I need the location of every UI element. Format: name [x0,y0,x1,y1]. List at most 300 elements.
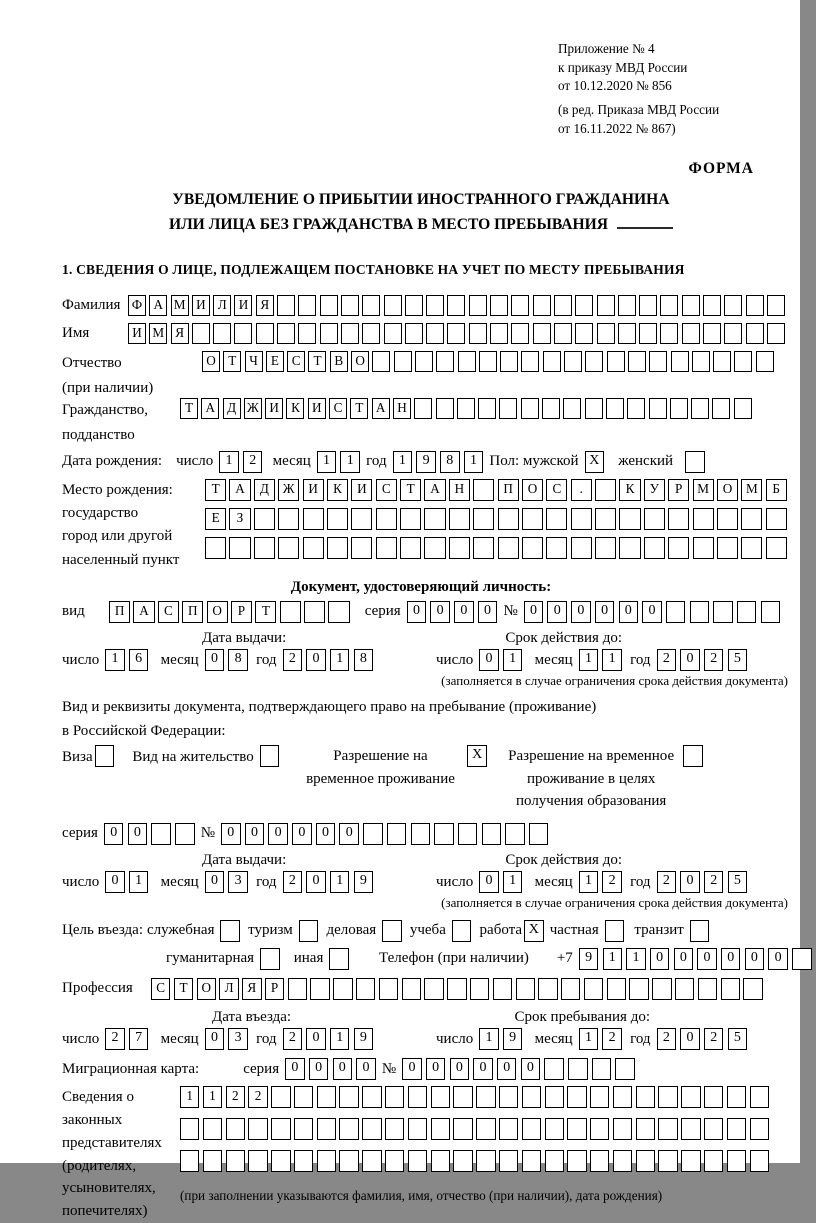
char-box[interactable]: Т [205,479,226,501]
char-box[interactable]: 0 [650,948,670,970]
char-box[interactable] [339,1150,358,1172]
char-box[interactable] [385,1150,404,1172]
char-box[interactable] [341,323,359,344]
char-box[interactable] [704,1150,723,1172]
char-box[interactable]: Я [171,323,189,344]
char-box[interactable]: 0 [430,601,450,623]
char-box[interactable] [713,601,733,623]
char-box[interactable]: 9 [503,1028,523,1050]
char-box[interactable] [449,508,470,530]
char-box[interactable] [542,398,560,419]
char-box[interactable] [585,398,603,419]
char-box[interactable]: Н [449,479,470,501]
char-box[interactable] [585,351,603,372]
char-box[interactable] [668,508,689,530]
char-box[interactable] [675,978,694,1000]
char-box[interactable] [384,323,402,344]
char-box[interactable] [681,1150,700,1172]
char-box[interactable] [351,537,372,559]
char-box[interactable] [351,508,372,530]
char-box[interactable] [385,1086,404,1108]
char-box[interactable] [254,537,275,559]
char-box[interactable] [767,323,785,344]
char-box[interactable] [595,479,616,501]
char-box[interactable]: П [109,601,130,623]
char-box[interactable]: Д [254,479,275,501]
char-box[interactable] [692,351,710,372]
char-box[interactable]: М [149,323,167,344]
char-box[interactable]: 1 [464,451,484,473]
char-box[interactable] [670,398,688,419]
char-box[interactable] [533,295,551,316]
char-box[interactable] [629,978,648,1000]
char-box[interactable] [424,508,445,530]
char-box[interactable] [256,323,274,344]
char-box[interactable] [469,323,487,344]
char-box[interactable] [606,398,624,419]
char-box[interactable] [734,351,752,372]
char-box[interactable]: 1 [330,871,350,893]
char-box[interactable] [546,537,567,559]
char-box[interactable] [362,323,380,344]
char-box[interactable] [693,508,714,530]
char-box[interactable] [554,323,572,344]
char-box[interactable] [192,323,210,344]
char-box[interactable]: 1 [180,1086,199,1108]
char-box[interactable] [750,1150,769,1172]
char-box[interactable]: А [229,479,250,501]
char-box[interactable] [356,978,375,1000]
char-box[interactable]: Р [265,978,284,1000]
char-box[interactable] [511,295,529,316]
char-box[interactable] [320,323,338,344]
char-box[interactable] [499,398,517,419]
female-checkbox[interactable] [685,451,705,473]
char-box[interactable] [271,1118,290,1140]
char-box[interactable]: Д [223,398,241,419]
char-box[interactable] [691,398,709,419]
male-checkbox[interactable]: X [585,451,605,473]
char-box[interactable]: 0 [205,871,225,893]
purpose-official-checkbox[interactable] [220,920,240,942]
char-box[interactable] [658,1086,677,1108]
char-box[interactable]: 5 [728,1028,748,1050]
char-box[interactable]: 1 [503,649,523,671]
char-box[interactable] [376,508,397,530]
char-box[interactable] [294,1150,313,1172]
char-box[interactable]: 0 [356,1058,376,1080]
char-box[interactable] [271,1086,290,1108]
char-box[interactable]: 2 [602,1028,622,1050]
char-box[interactable]: М [741,479,762,501]
char-box[interactable] [288,978,307,1000]
char-box[interactable] [792,948,812,970]
char-box[interactable]: 0 [306,871,326,893]
char-box[interactable] [362,1086,381,1108]
char-box[interactable] [619,508,640,530]
char-box[interactable] [180,1118,199,1140]
char-box[interactable]: И [128,323,146,344]
char-box[interactable] [568,1058,588,1080]
char-box[interactable] [724,323,742,344]
char-box[interactable]: 0 [697,948,717,970]
char-box[interactable]: 0 [497,1058,517,1080]
char-box[interactable] [571,537,592,559]
char-box[interactable] [426,295,444,316]
char-box[interactable] [499,1118,518,1140]
char-box[interactable] [522,1150,541,1172]
char-box[interactable] [362,1118,381,1140]
char-box[interactable]: 1 [626,948,646,970]
char-box[interactable] [304,601,325,623]
char-box[interactable]: С [287,351,305,372]
char-box[interactable] [619,537,640,559]
purpose-work-checkbox[interactable]: X [524,920,544,942]
char-box[interactable]: О [522,479,543,501]
char-box[interactable]: И [351,479,372,501]
char-box[interactable] [737,601,757,623]
char-box[interactable]: 1 [602,649,622,671]
char-box[interactable] [394,351,412,372]
char-box[interactable] [682,295,700,316]
char-box[interactable]: 9 [354,1028,374,1050]
char-box[interactable]: 0 [205,649,225,671]
char-box[interactable]: Т [400,479,421,501]
char-box[interactable]: 1 [129,871,149,893]
char-box[interactable]: 2 [704,871,724,893]
char-box[interactable] [660,295,678,316]
char-box[interactable] [499,1086,518,1108]
char-box[interactable] [476,1150,495,1172]
char-box[interactable] [613,1118,632,1140]
char-box[interactable] [294,1086,313,1108]
char-box[interactable]: Т [174,978,193,1000]
temp-residence-checkbox[interactable]: X [467,745,487,767]
char-box[interactable] [405,295,423,316]
char-box[interactable]: 0 [128,823,148,845]
char-box[interactable] [424,537,445,559]
char-box[interactable]: А [372,398,390,419]
char-box[interactable] [426,323,444,344]
char-box[interactable] [431,1086,450,1108]
char-box[interactable] [703,323,721,344]
char-box[interactable] [595,537,616,559]
char-box[interactable]: А [201,398,219,419]
char-box[interactable]: Ж [244,398,262,419]
char-box[interactable] [704,1086,723,1108]
char-box[interactable] [563,398,581,419]
char-box[interactable]: П [498,479,519,501]
char-box[interactable] [226,1150,245,1172]
char-box[interactable] [724,295,742,316]
char-box[interactable] [473,479,494,501]
char-box[interactable] [564,351,582,372]
char-box[interactable]: 2 [283,871,303,893]
char-box[interactable]: 0 [407,601,427,623]
char-box[interactable]: Л [213,295,231,316]
char-box[interactable] [379,978,398,1000]
char-box[interactable] [743,978,762,1000]
char-box[interactable] [522,1118,541,1140]
char-box[interactable] [449,537,470,559]
char-box[interactable] [613,1150,632,1172]
char-box[interactable] [303,537,324,559]
char-box[interactable]: 0 [768,948,788,970]
char-box[interactable] [278,537,299,559]
char-box[interactable] [712,398,730,419]
char-box[interactable] [575,323,593,344]
char-box[interactable] [721,978,740,1000]
char-box[interactable] [741,537,762,559]
char-box[interactable]: С [151,978,170,1000]
char-box[interactable] [320,295,338,316]
char-box[interactable] [248,1150,267,1172]
char-box[interactable] [660,323,678,344]
char-box[interactable] [590,1086,609,1108]
char-box[interactable]: 2 [248,1086,267,1108]
char-box[interactable]: З [229,508,250,530]
char-box[interactable]: 0 [595,601,615,623]
char-box[interactable] [652,978,671,1000]
char-box[interactable] [639,323,657,344]
char-box[interactable] [529,823,549,845]
char-box[interactable] [414,398,432,419]
char-box[interactable]: 1 [219,451,239,473]
char-box[interactable] [447,323,465,344]
char-box[interactable] [766,508,787,530]
char-box[interactable] [411,823,431,845]
char-box[interactable] [180,1150,199,1172]
char-box[interactable]: 0 [309,1058,329,1080]
char-box[interactable]: К [327,479,348,501]
char-box[interactable]: 0 [478,601,498,623]
char-box[interactable]: Я [256,295,274,316]
char-box[interactable] [746,323,764,344]
purpose-study-checkbox[interactable] [452,920,472,942]
char-box[interactable] [607,351,625,372]
char-box[interactable] [681,1118,700,1140]
char-box[interactable] [298,295,316,316]
char-box[interactable]: 1 [105,649,125,671]
char-box[interactable]: 1 [330,649,350,671]
char-box[interactable]: 0 [473,1058,493,1080]
char-box[interactable] [328,601,349,623]
char-box[interactable] [639,295,657,316]
char-box[interactable] [402,978,421,1000]
char-box[interactable] [713,351,731,372]
char-box[interactable] [453,1118,472,1140]
char-box[interactable]: 8 [228,649,248,671]
char-box[interactable]: И [303,479,324,501]
char-box[interactable] [521,351,539,372]
char-box[interactable]: И [192,295,210,316]
char-box[interactable]: О [717,479,738,501]
char-box[interactable] [618,295,636,316]
char-box[interactable] [248,1118,267,1140]
char-box[interactable]: С [329,398,347,419]
purpose-humanitarian-checkbox[interactable] [260,948,280,970]
char-box[interactable] [590,1118,609,1140]
char-box[interactable]: А [133,601,154,623]
char-box[interactable] [376,537,397,559]
char-box[interactable]: И [234,295,252,316]
char-box[interactable]: И [308,398,326,419]
char-box[interactable] [203,1150,222,1172]
char-box[interactable]: Т [308,351,326,372]
char-box[interactable] [277,323,295,344]
char-box[interactable]: Н [393,398,411,419]
char-box[interactable]: 0 [619,601,639,623]
char-box[interactable]: 2 [105,1028,125,1050]
char-box[interactable]: 9 [579,948,599,970]
char-box[interactable] [405,323,423,344]
char-box[interactable]: 1 [393,451,413,473]
char-box[interactable]: 2 [226,1086,245,1108]
char-box[interactable]: О [351,351,369,372]
char-box[interactable] [473,537,494,559]
char-box[interactable] [704,1118,723,1140]
char-box[interactable] [636,1150,655,1172]
char-box[interactable] [746,295,764,316]
char-box[interactable]: 2 [657,871,677,893]
char-box[interactable] [636,1086,655,1108]
char-box[interactable] [545,1086,564,1108]
char-box[interactable] [658,1150,677,1172]
char-box[interactable]: М [171,295,189,316]
char-box[interactable]: Ф [128,295,146,316]
char-box[interactable] [668,537,689,559]
char-box[interactable]: 0 [402,1058,422,1080]
char-box[interactable] [618,323,636,344]
char-box[interactable] [571,508,592,530]
char-box[interactable] [658,1118,677,1140]
char-box[interactable]: О [202,351,220,372]
char-box[interactable]: Е [266,351,284,372]
char-box[interactable]: 0 [642,601,662,623]
char-box[interactable] [575,295,593,316]
char-box[interactable]: 0 [745,948,765,970]
char-box[interactable] [229,537,250,559]
char-box[interactable]: 0 [524,601,544,623]
char-box[interactable]: 0 [292,823,312,845]
char-box[interactable]: Р [668,479,689,501]
char-box[interactable] [545,1150,564,1172]
char-box[interactable] [333,978,352,1000]
char-box[interactable] [750,1118,769,1140]
char-box[interactable] [613,1086,632,1108]
char-box[interactable] [408,1150,427,1172]
char-box[interactable] [339,1118,358,1140]
char-box[interactable] [627,398,645,419]
char-box[interactable]: Я [242,978,261,1000]
char-box[interactable] [698,978,717,1000]
char-box[interactable]: 0 [680,1028,700,1050]
char-box[interactable]: 8 [440,451,460,473]
purpose-tourism-checkbox[interactable] [299,920,319,942]
char-box[interactable]: В [330,351,348,372]
char-box[interactable]: 1 [330,1028,350,1050]
char-box[interactable]: К [619,479,640,501]
visa-checkbox[interactable] [95,745,115,767]
char-box[interactable] [473,508,494,530]
char-box[interactable] [750,1086,769,1108]
char-box[interactable]: Т [180,398,198,419]
char-box[interactable]: 2 [704,1028,724,1050]
char-box[interactable] [294,1118,313,1140]
char-box[interactable] [681,1086,700,1108]
char-box[interactable] [666,601,686,623]
char-box[interactable] [567,1086,586,1108]
char-box[interactable] [469,295,487,316]
purpose-private-checkbox[interactable] [605,920,625,942]
char-box[interactable] [408,1086,427,1108]
char-box[interactable]: 0 [521,1058,541,1080]
char-box[interactable]: 0 [333,1058,353,1080]
char-box[interactable] [278,508,299,530]
char-box[interactable] [458,351,476,372]
char-box[interactable] [649,351,667,372]
char-box[interactable]: У [644,479,665,501]
char-box[interactable]: А [149,295,167,316]
char-box[interactable]: 6 [129,649,149,671]
char-box[interactable] [522,1086,541,1108]
char-box[interactable] [590,1150,609,1172]
char-box[interactable]: . [571,479,592,501]
char-box[interactable] [761,601,781,623]
char-box[interactable]: 2 [704,649,724,671]
char-box[interactable] [545,1118,564,1140]
char-box[interactable]: 0 [245,823,265,845]
char-box[interactable]: 2 [283,1028,303,1050]
char-box[interactable]: Б [766,479,787,501]
char-box[interactable] [644,537,665,559]
char-box[interactable] [387,823,407,845]
char-box[interactable] [317,1086,336,1108]
char-box[interactable] [554,295,572,316]
char-box[interactable] [479,351,497,372]
char-box[interactable]: 0 [479,871,499,893]
char-box[interactable]: С [376,479,397,501]
char-box[interactable]: К [286,398,304,419]
char-box[interactable] [415,351,433,372]
char-box[interactable]: 0 [680,649,700,671]
char-box[interactable]: Р [231,601,252,623]
char-box[interactable] [317,1150,336,1172]
char-box[interactable] [271,1150,290,1172]
char-box[interactable] [628,351,646,372]
char-box[interactable] [408,1118,427,1140]
char-box[interactable] [434,823,454,845]
char-box[interactable] [490,323,508,344]
char-box[interactable]: Т [223,351,241,372]
char-box[interactable] [595,508,616,530]
char-box[interactable] [538,978,557,1000]
char-box[interactable] [436,351,454,372]
char-box[interactable] [280,601,301,623]
char-box[interactable] [766,537,787,559]
char-box[interactable] [703,295,721,316]
char-box[interactable] [384,295,402,316]
char-box[interactable] [584,978,603,1000]
char-box[interactable]: 0 [450,1058,470,1080]
char-box[interactable] [482,823,502,845]
char-box[interactable] [597,323,615,344]
char-box[interactable]: 0 [104,823,124,845]
char-box[interactable]: 0 [426,1058,446,1080]
char-box[interactable] [543,351,561,372]
char-box[interactable]: 2 [243,451,263,473]
char-box[interactable] [458,823,478,845]
